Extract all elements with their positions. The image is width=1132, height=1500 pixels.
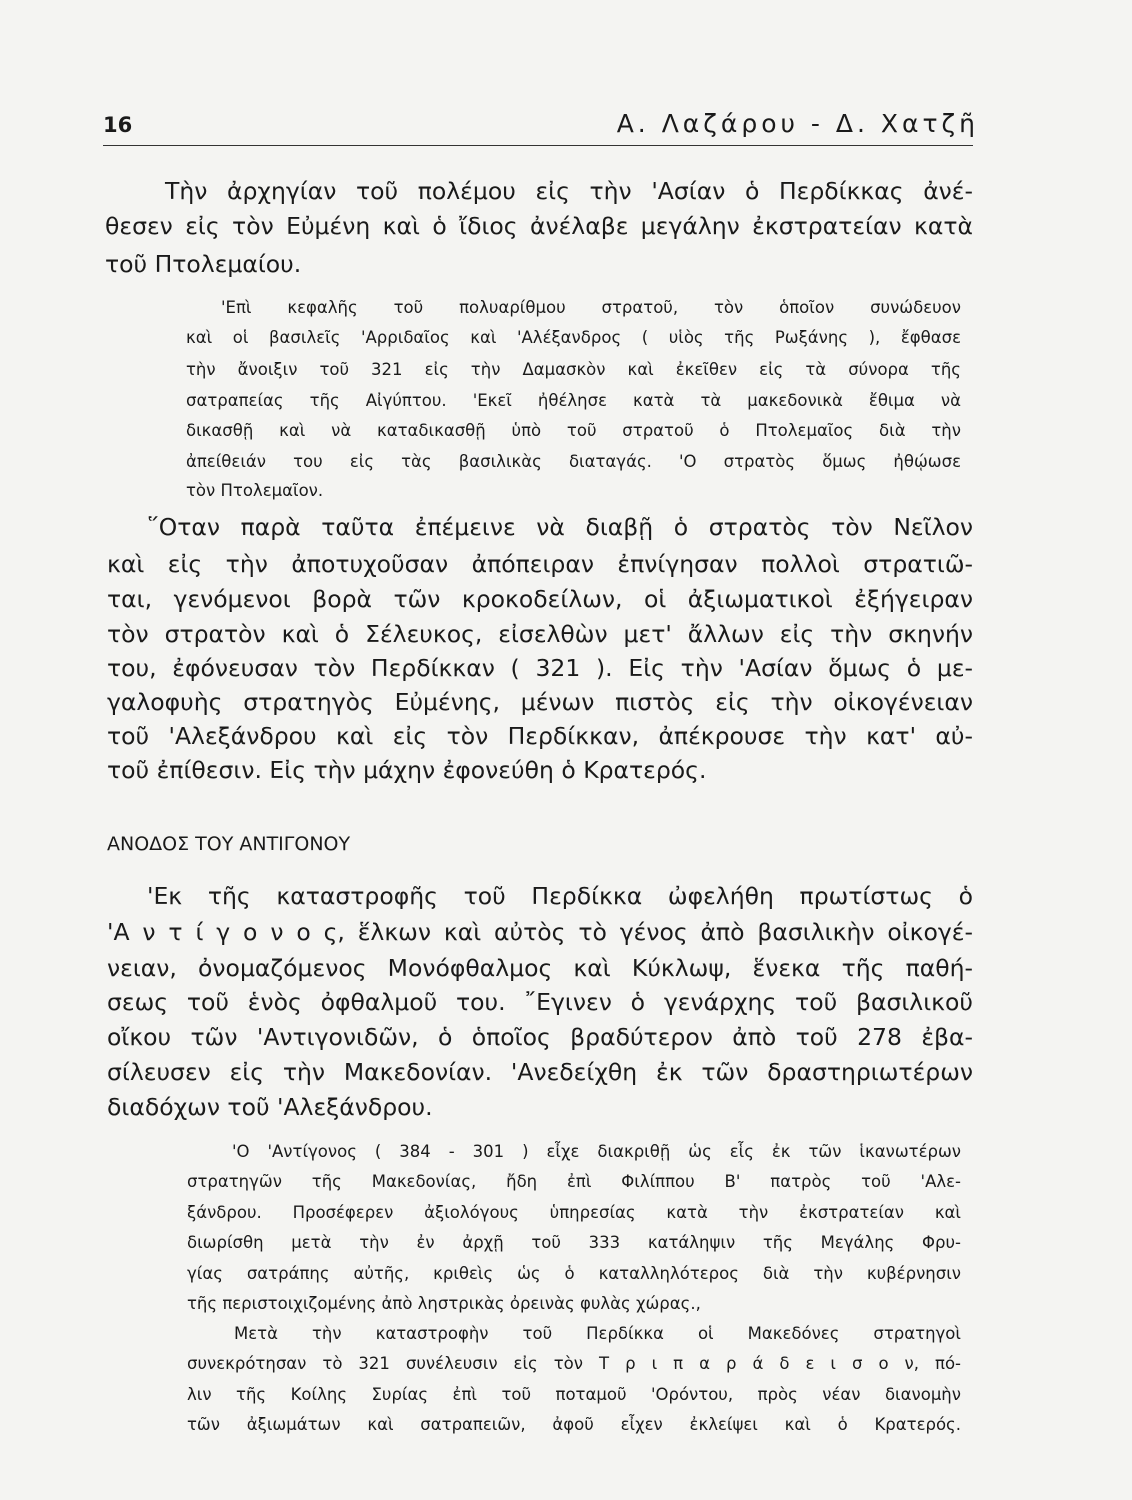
note-line: 'Επὶ κεφαλῆς τοῦ πολυαρίθμου στρατοῦ, τὸν ὁποῖον συνώδευον — [221, 298, 961, 317]
note-line: τῶν ἀξιωμάτων καὶ σατραπειῶν, ἀφοῦ εἶχεν ἐκλείψει καὶ ὁ Κρατερός. — [187, 1415, 961, 1434]
paragraph-line: θεσεν εἰς τὸν Εὐμένη καὶ ὁ ἴδιος ἀνέλαβε μεγάλην ἐκστρατείαν κατὰ — [105, 212, 973, 240]
paragraph-line: 'Α ν τ ί γ ο ν ο ς, ἕλκων καὶ αὐτὸς τὸ γένος ἀπὸ βασιλικὴν οἰκογέ- — [107, 918, 973, 946]
paragraph-line: γαλοφυὴς στρατηγὸς Εὐμένης, μένων πιστὸς εἰς τὴν οἰκογένειαν — [107, 688, 973, 716]
note-line: λιν τῆς Κοίλης Συρίας ἐπὶ τοῦ ποταμοῦ 'Ορόντου, πρὸς νέαν διανομὴν — [187, 1385, 961, 1404]
page-header — [103, 105, 983, 145]
note-line: σατραπείας τῆς Αἰγύπτου. 'Εκεῖ ἠθέλησε κατὰ τὰ μακεδονικὰ ἔθιμα νὰ — [186, 391, 961, 410]
paragraph-line: τοῦ Πτολεμαίου. — [105, 250, 302, 278]
note-line: ἀπείθειάν του εἰς τὰς βασιλικὰς διαταγάς. 'Ο στρατὸς ὅμως ἠθῴωσε — [186, 452, 961, 471]
note-line: ξάνδρου. Προσέφερεν ἀξιολόγους ὑπηρεσίας κατὰ τὴν ἐκστρατείαν καὶ — [187, 1203, 961, 1222]
note-line: καὶ οἱ βασιλεῖς 'Αρριδαῖος καὶ 'Αλέξανδρος ( υἱὸς τῆς Ρωξάνης ), ἔφθασε — [186, 328, 961, 347]
paragraph-line: σίλευσεν εἰς τὴν Μακεδονίαν. 'Ανεδείχθη ἐκ τῶν δραστηριωτέρων — [107, 1058, 973, 1086]
note-line: τὴν ἄνοιξιν τοῦ 321 εἰς τὴν Δαμασκὸν καὶ ἐκεῖθεν εἰς τὰ σύνορα τῆς — [186, 360, 961, 379]
note-line: στρατηγῶν τῆς Μακεδονίας, ἤδη ἐπὶ Φιλίππου Β' πατρὸς τοῦ 'Αλε- — [187, 1172, 961, 1191]
paragraph-line: τοῦ ἐπίθεσιν. Εἰς τὴν μάχην ἐφονεύθη ὁ Κρατερός. — [107, 756, 707, 784]
paragraph-line: Τὴν ἀρχηγίαν τοῦ πολέμου εἰς τὴν 'Ασίαν ὁ Περδίκκας ἀνέ- — [165, 177, 973, 205]
section-heading: ΑΝΟΔΟΣ ΤΟΥ ΑΝΤΙΓΟΝΟΥ — [107, 833, 351, 855]
note-line: τὸν Πτολεμαῖον. — [186, 481, 324, 500]
paragraph-line: σεως τοῦ ἑνὸς ὀφθαλμοῦ του. ῎Εγινεν ὁ γενάρχης τοῦ βασιλικοῦ — [107, 988, 973, 1016]
paragraph-line: διαδόχων τοῦ 'Αλεξάνδρου. — [107, 1093, 433, 1121]
paragraph-line: καὶ εἰς τὴν ἀποτυχοῦσαν ἀπόπειραν ἐπνίγησαν πολλοὶ στρατιῶ- — [107, 550, 973, 578]
paragraph-line: ται, γενόμενοι βορὰ τῶν κροκοδείλων, οἱ ἀξιωματικοὶ ἐξήγειραν — [107, 585, 973, 613]
note-line: 'Ο 'Αντίγονος ( 384 - 301 ) εἶχε διακριθῇ ὡς εἷς ἐκ τῶν ἱκανωτέρων — [232, 1142, 961, 1161]
note-line: συνεκρότησαν τὸ 321 συνέλευσιν εἰς τὸν Τ ρ ι π α ρ ά δ ε ι σ ο ν, πό- — [187, 1354, 961, 1373]
paragraph-line: 'Εκ τῆς καταστροφῆς τοῦ Περδίκκα ὠφελήθη πρωτίστως ὁ — [147, 882, 973, 910]
paragraph-line: τοῦ 'Αλεξάνδρου καὶ εἰς τὸν Περδίκκαν, ἀπέκρουσε τὴν κατ' αὐ- — [107, 722, 973, 750]
paragraph-line: τὸν στρατὸν καὶ ὁ Σέλευκος, εἰσελθὼν μετ' ἄλλων εἰς τὴν σκηνήν — [107, 620, 973, 648]
paragraph-line: ῞Οταν παρὰ ταῦτα ἐπέμεινε νὰ διαβῇ ὁ στρατὸς τὸν Νεῖλον — [147, 513, 973, 541]
header-rule — [103, 145, 973, 146]
note-line: Μετὰ τὴν καταστροφὴν τοῦ Περδίκκα οἱ Μακεδόνες στρατηγοὶ — [234, 1324, 961, 1343]
paragraph-line: νειαν, ὀνομαζόμενος Μονόφθαλμος καὶ Κύκλωψ, ἕνεκα τῆς παθή- — [107, 954, 973, 982]
paragraph-line: οἴκου τῶν 'Αντιγονιδῶν, ὁ ὁποῖος βραδύτερον ἀπὸ τοῦ 278 ἐβα- — [107, 1023, 973, 1051]
note-line: δικασθῇ καὶ νὰ καταδικασθῇ ὑπὸ τοῦ στρατοῦ ὁ Πτολεμαῖος διὰ τὴν — [186, 421, 961, 440]
note-line: γίας σατράπης αὐτῆς, κριθεὶς ὡς ὁ καταλληλότερος διὰ τὴν κυβέρνησιν — [187, 1264, 961, 1283]
paragraph-line: του, ἐφόνευσαν τὸν Περδίκκαν ( 321 ). Εἰς τὴν 'Ασίαν ὅμως ὁ με- — [107, 654, 973, 682]
page-number: 16 — [103, 113, 133, 137]
note-line: τῆς περιστοιχιζομένης ἀπὸ ληστρικὰς ὀρεινὰς φυλὰς χώρας., — [187, 1294, 701, 1313]
note-line: διωρίσθη μετὰ τὴν ἐν ἀρχῇ τοῦ 333 κατάληψιν τῆς Μεγάλης Φρυ- — [187, 1233, 961, 1252]
running-head: Α. Λαζάρου - Δ. Χατζῆ — [616, 109, 979, 138]
